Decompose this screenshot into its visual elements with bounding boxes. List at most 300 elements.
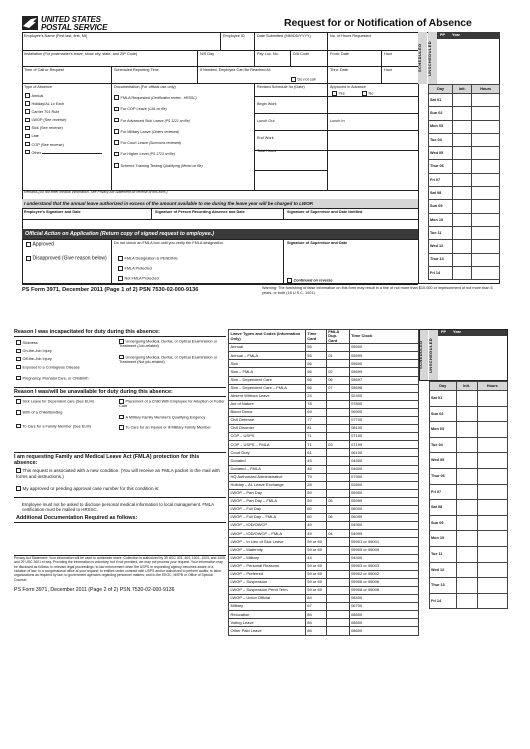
calendar-init-cell[interactable] bbox=[456, 422, 477, 438]
absence-sick[interactable]: Sick (See reverse) bbox=[25, 124, 102, 132]
do-not-call-label: Do not call bbox=[297, 77, 316, 82]
calendar-day-label: Tue 04 bbox=[429, 133, 453, 146]
leave-row bbox=[229, 514, 419, 522]
calendar-day-row bbox=[430, 578, 508, 594]
calendar-day-label: Wed 05 bbox=[430, 453, 457, 469]
calendar-day-row bbox=[429, 200, 500, 213]
calendar-day-label: Mon 10 bbox=[430, 531, 457, 547]
eagle-icon bbox=[22, 16, 38, 30]
fmla-card-cell: 06 bbox=[326, 376, 349, 384]
time-card-cell: 59 bbox=[305, 489, 326, 497]
leave-type-cell: LWOP – In Lieu of Sick Leave bbox=[229, 538, 306, 546]
calendar-init-cell[interactable] bbox=[453, 266, 472, 279]
calendar-day-label: Wed 12 bbox=[430, 562, 457, 578]
type-of-absence-list bbox=[25, 92, 102, 157]
doc-military-leave[interactable]: For Military Leave (Orders reviewed) bbox=[114, 127, 203, 138]
fmla-protected-option[interactable]: FMLA Protected bbox=[118, 266, 152, 271]
absence-holiday[interactable]: Holiday/AL Lv Exch bbox=[25, 100, 102, 108]
fmla-pending-option[interactable]: FMLA Designation is PENDING bbox=[118, 256, 178, 261]
calendar-day-label: Sat 01 bbox=[429, 94, 453, 107]
time-clock-cell: 06099 bbox=[349, 514, 418, 522]
fmla-card-cell: 06 bbox=[326, 514, 349, 522]
leave-header-fmla-card: FMLA Dup. Card bbox=[326, 330, 349, 344]
calendar-init-cell[interactable] bbox=[453, 200, 472, 213]
calendar-day-row bbox=[430, 531, 508, 547]
time-clock-cell: 07100 bbox=[349, 433, 418, 441]
leave-row bbox=[229, 489, 419, 497]
leave-type-cell: LWOP – Union Official bbox=[229, 595, 306, 603]
leave-type-cell: Military bbox=[229, 603, 306, 611]
privacy-act-statement: Privacy Act Statement: Your information will be used to administer leave. Collection is authorized by 39 USC 401, 404, 1001, 1003, and 1005; and 29 USC 2601 et seq. Providing the information is voluntary, but if not provided, we may not process your request. Your information may be disclosed as follows: in relevant legal proceedings; to law enforcement when the USPS or requesting agency becomes aware of a violation of law; to a congressional office at your request; to entities under contract with USPS and/or authorized to perform audits; to labor organizations as required by law; to government agencies regarding personnel matters; and to the EEOC, MSPB or Office of Special Counsel. bbox=[14, 556, 226, 582]
incapacitated-left-list bbox=[16, 339, 116, 381]
calendar-init-cell[interactable] bbox=[456, 546, 477, 562]
time-card-cell: 77 bbox=[305, 417, 326, 425]
calendar-hours-cell[interactable] bbox=[477, 468, 507, 484]
fmla-card-cell bbox=[326, 570, 349, 578]
do-not-call-option[interactable] bbox=[291, 77, 315, 82]
fmla-new-condition-option[interactable]: This request is associated with a new condition. (You will receive an FMLA packet in the mail with forms and instructions.) bbox=[16, 468, 220, 479]
agency-line2: POSTAL SERVICE bbox=[41, 23, 108, 32]
calendar-day-row bbox=[429, 147, 500, 160]
doc-fmla-requested[interactable]: FMLA Requested (Certification review - HRSSC) bbox=[114, 93, 203, 104]
calendar-day-row bbox=[430, 484, 508, 500]
leave-type-cell: Blood Donor bbox=[229, 408, 306, 416]
calendar-hours-cell[interactable] bbox=[472, 120, 500, 133]
fmla-card-cell: 03 bbox=[326, 441, 349, 449]
calendar-day-row bbox=[430, 468, 508, 484]
calendar-day-row bbox=[429, 253, 500, 266]
leave-type-cell: Relocation bbox=[229, 611, 306, 619]
calendar-day-label: Thur 13 bbox=[430, 578, 457, 594]
leave-type-cell: Civil Disorder bbox=[229, 425, 306, 433]
calendar-hours-cell[interactable] bbox=[477, 578, 507, 594]
leave-type-cell: LWOP – Military bbox=[229, 554, 306, 562]
reason-exam-job-related[interactable]: Undergoing Medical, Dental, or Optical Examination or Treatment (Job-related) bbox=[119, 339, 218, 349]
calendar-day-label: Thur 13 bbox=[429, 253, 453, 266]
employee-id-field[interactable]: Employee ID bbox=[223, 34, 245, 38]
leave-type-cell: COP – USPS – FMLA bbox=[229, 441, 306, 449]
fmla-not-protected-option[interactable]: Not FMLA Protected bbox=[118, 276, 159, 281]
calendar-init-cell[interactable] bbox=[453, 240, 472, 253]
calendar-day-row bbox=[430, 562, 508, 578]
leave-type-cell: Court Duty bbox=[229, 449, 306, 457]
reason-pregnancy[interactable]: Pregnancy, Prenatal Care, or Childbirth bbox=[16, 376, 116, 381]
fmla-card-cell bbox=[326, 457, 349, 465]
calendar-day-label: Tue 11 bbox=[430, 546, 457, 562]
fmla-heading: I am requesting Family and Medical Leave Act (FMLA) protection for this absence: bbox=[14, 454, 200, 467]
fmla-card-cell bbox=[326, 586, 349, 594]
calendar-hours-cell[interactable] bbox=[477, 531, 507, 547]
absence-annual[interactable]: Annual bbox=[25, 92, 102, 100]
leave-row bbox=[229, 417, 419, 425]
calendar-init-cell[interactable] bbox=[456, 515, 477, 531]
absence-late[interactable]: Late bbox=[25, 132, 102, 140]
leave-row bbox=[229, 344, 419, 352]
calendar-init-cell[interactable] bbox=[456, 453, 477, 469]
reason-sickness[interactable]: Sickness bbox=[16, 339, 116, 347]
fmla-check-note: Do not check an FMLA box until you verify the FMLA designation. bbox=[114, 241, 224, 245]
time-card-cell: 49 bbox=[305, 530, 326, 538]
type-of-absence-heading: Type of Absence bbox=[24, 85, 53, 89]
calendar-day-label: Sat 01 bbox=[430, 391, 457, 407]
calendar-table bbox=[428, 84, 500, 280]
calendar-page1 bbox=[428, 84, 500, 284]
doc-cop-leave[interactable]: For COP Leave (CA1 on file) bbox=[114, 104, 203, 115]
reason-exam-not-job-related[interactable]: Undergoing Medical, Dental, or Optical Examination or Treatment (Not job-related) bbox=[119, 355, 218, 365]
leave-type-cell: Sick – FMLA bbox=[229, 368, 306, 376]
calendar-init-cell[interactable] bbox=[456, 562, 477, 578]
calendar-hours-cell[interactable] bbox=[472, 173, 500, 186]
calendar-day-row bbox=[429, 133, 500, 146]
leave-type-cell: LWOP – Full Day bbox=[229, 506, 306, 514]
time-card-cell: 59 or 60 bbox=[305, 562, 326, 570]
leave-codes-body bbox=[229, 344, 419, 635]
page1-warning: Warning: The furnishing of false information on this form may result in a fine of not more than $10,000 or imprisonment of not more than 5 years, or both (18 U.S.C. 1001). bbox=[262, 286, 493, 295]
time-card-cell: 56 bbox=[305, 360, 326, 368]
absence-lwop[interactable]: LWOP (See reverse) bbox=[25, 116, 102, 124]
leave-type-cell: LWOP – Suspension bbox=[229, 578, 306, 586]
calendar-hours-cell[interactable] bbox=[472, 160, 500, 173]
leave-row bbox=[229, 595, 419, 603]
leave-type-cell: Donated bbox=[229, 457, 306, 465]
absence-other[interactable]: Other bbox=[25, 149, 102, 157]
calendar-day-label: Thur 06 bbox=[430, 468, 457, 484]
fmla-card-cell bbox=[326, 408, 349, 416]
calendar-hours-cell[interactable] bbox=[472, 187, 500, 200]
approved-in-advance-label: Approved in Advance bbox=[330, 85, 366, 89]
calendar-hours-cell[interactable] bbox=[477, 437, 507, 453]
leave-row bbox=[229, 392, 419, 400]
calendar-init-cell[interactable] bbox=[456, 531, 477, 547]
fmla-card-cell bbox=[326, 603, 349, 611]
calendar-init-cell[interactable] bbox=[456, 484, 477, 500]
time-clock-cell: 08500 bbox=[349, 611, 418, 619]
disapproved-checkbox[interactable] bbox=[26, 256, 31, 261]
fmla-card-cell bbox=[326, 522, 349, 530]
time-card-cell: 28 bbox=[305, 481, 326, 489]
time-clock-cell: 02800 bbox=[349, 481, 418, 489]
calendar-hours-cell[interactable] bbox=[472, 253, 500, 266]
leave-row bbox=[229, 481, 419, 489]
calendar-hours-cell[interactable] bbox=[477, 406, 507, 422]
reason-family-care[interactable]: To Care for a Family Member (See ELM) bbox=[16, 424, 116, 429]
revised-schedule-label: Revised Schedule for (Date) bbox=[257, 85, 305, 89]
employee-signature-field[interactable]: Employee's Signature and Date bbox=[24, 210, 81, 214]
approved-checkbox[interactable] bbox=[26, 242, 31, 247]
calendar-hours-cell[interactable] bbox=[477, 546, 507, 562]
leave-row bbox=[229, 578, 419, 586]
time-clock-cell: 05697 bbox=[349, 376, 418, 384]
leave-type-cell: Holiday – AL Leave Exchange bbox=[229, 481, 306, 489]
leave-header-time-card: Time Card bbox=[305, 330, 326, 344]
calendar-day-row bbox=[430, 515, 508, 531]
begin-work-field[interactable]: Begin Work bbox=[257, 102, 277, 106]
doc-advanced-sick[interactable]: For Advanced Sick Leave (PS 1221 on file) bbox=[114, 116, 203, 127]
calendar-hours-cell[interactable] bbox=[472, 226, 500, 239]
advance-no-checkbox[interactable] bbox=[362, 91, 367, 96]
calendar-init-cell[interactable] bbox=[453, 253, 472, 266]
from-date-field[interactable]: From: Date bbox=[330, 52, 349, 56]
disapproved-option[interactable]: Disapproved (Give reason below) bbox=[26, 256, 107, 262]
ns-day-field[interactable]: N/S Day bbox=[200, 52, 215, 56]
calendar-init-cell[interactable] bbox=[456, 406, 477, 422]
calendar-day-row bbox=[430, 453, 508, 469]
leave-row bbox=[229, 586, 419, 594]
time-card-cell: 71 bbox=[305, 441, 326, 449]
lwop-statement: I understand that the annual leave authorized in excess of the amount available to me during the leave year will be charged to LWOP. bbox=[22, 199, 418, 208]
advance-no-option[interactable]: No bbox=[362, 91, 373, 96]
total-hours-field[interactable]: Total Hours bbox=[257, 149, 277, 153]
time-clock-cell: 05902 or 06002 bbox=[349, 570, 418, 578]
fmla-card-cell bbox=[326, 449, 349, 457]
calendar-day-label: Fri 07 bbox=[429, 173, 453, 186]
fmla-card-cell bbox=[326, 417, 349, 425]
leave-row bbox=[229, 368, 419, 376]
leave-row bbox=[229, 433, 419, 441]
page1-form-id: PS Form 3971, December 2011 (Page 1 of 2) PSN 7530-02-000-9136 bbox=[22, 287, 199, 293]
installation-field[interactable]: Installation (For postmaster's leave, show city, state, and ZIP Code) bbox=[24, 52, 138, 56]
fmla-case-checkbox[interactable] bbox=[16, 486, 21, 491]
calendar-init-cell[interactable] bbox=[453, 213, 472, 226]
leave-row bbox=[229, 376, 419, 384]
calendar-init-cell[interactable] bbox=[456, 593, 477, 609]
incapacitated-heading: Reason I was incapacitated for duty during this absence: bbox=[14, 329, 160, 335]
time-clock-cell: 04400 bbox=[349, 554, 418, 562]
time-card-cell: 56 bbox=[305, 384, 326, 392]
unscheduled-label: UNSCHEDULED bbox=[427, 40, 432, 76]
incapacitated-right-list bbox=[119, 339, 225, 365]
calendar-day-row bbox=[430, 546, 508, 562]
reach-at-field[interactable]: If Needed, Employee Can Be Reached At: bbox=[200, 68, 271, 72]
reason-off-job-injury[interactable]: Off-the-Job Injury bbox=[16, 355, 116, 363]
leave-row bbox=[229, 449, 419, 457]
leave-type-cell: LWOP – Maternity bbox=[229, 546, 306, 554]
calendar-hours-cell[interactable] bbox=[472, 266, 500, 279]
calendar-hours-cell[interactable] bbox=[477, 562, 507, 578]
recorder-signature-field[interactable]: Signature of Person Recording Absence and Date bbox=[155, 210, 245, 214]
pp-label: PP bbox=[440, 33, 446, 37]
fmla-pending-checkbox[interactable] bbox=[118, 256, 123, 261]
time-clock-cell: 06000 bbox=[349, 506, 418, 514]
calendar-hours-cell[interactable] bbox=[477, 500, 507, 516]
calendar-hours-header: Hours bbox=[477, 382, 507, 391]
calendar-hours-cell[interactable] bbox=[472, 147, 500, 160]
calendar-top-frame-p2 bbox=[419, 329, 508, 381]
calendar-hours-cell[interactable] bbox=[472, 107, 500, 120]
supervisor-signature-field[interactable]: Signature of Supervisor and Date bbox=[287, 241, 348, 245]
leave-row bbox=[229, 530, 419, 538]
calendar-day-label: Thur 06 bbox=[429, 160, 453, 173]
hours-requested-field[interactable]: No. of Hours Requested bbox=[330, 34, 371, 38]
leave-row bbox=[229, 360, 419, 368]
unavailable-right-list bbox=[119, 399, 225, 430]
end-work-field[interactable]: End Work bbox=[257, 136, 274, 140]
unavailable-heading: Reason I was/will be unavailable for duty during this absence: bbox=[14, 389, 173, 395]
calendar-init-cell[interactable] bbox=[453, 133, 472, 146]
time-card-cell: 55 bbox=[305, 344, 326, 352]
time-card-cell: 60 bbox=[305, 514, 326, 522]
calendar-day-label: Sun 09 bbox=[430, 515, 457, 531]
calendar-hours-cell[interactable] bbox=[477, 593, 507, 609]
time-of-call-field[interactable]: Time of Call or Request bbox=[24, 68, 64, 72]
calendar-hours-cell[interactable] bbox=[477, 484, 507, 500]
leave-type-cell: Sick – Dependent Care – FMLA bbox=[229, 384, 306, 392]
calendar-init-cell[interactable] bbox=[456, 468, 477, 484]
advance-yes-checkbox[interactable] bbox=[332, 91, 337, 96]
leave-type-cell: LWOP – Part Day bbox=[229, 489, 306, 497]
calendar-day-row bbox=[429, 107, 500, 120]
advance-yes-option[interactable]: Yes bbox=[332, 91, 345, 96]
reason-military-care[interactable]: To Care for an Injured or Ill Military Family Member bbox=[119, 425, 225, 430]
reason-dependent-care[interactable]: Sick Leave for Dependent care (See ELM) bbox=[16, 399, 116, 404]
calendar-day-row bbox=[429, 226, 500, 239]
time-card-cell: 84 bbox=[305, 595, 326, 603]
calendar-init-cell[interactable] bbox=[456, 578, 477, 594]
thru-hour-field[interactable]: Hour bbox=[384, 68, 393, 72]
fmla-card-cell bbox=[326, 433, 349, 441]
do-not-call-checkbox[interactable] bbox=[291, 77, 296, 82]
employee-name-field[interactable]: Employee's Name (First last, first, MI) bbox=[24, 34, 88, 38]
fmla-card-cell: 01 bbox=[326, 352, 349, 360]
calendar-init-cell[interactable] bbox=[453, 94, 472, 107]
calendar-day-label: Tue 11 bbox=[429, 226, 453, 239]
calendar-init-cell[interactable] bbox=[453, 120, 472, 133]
leave-type-cell: LWOP – Part Day – FMLA bbox=[229, 497, 306, 505]
fmla-card-cell bbox=[326, 489, 349, 497]
calendar-day-label: Fri 14 bbox=[430, 593, 457, 609]
time-clock-cell: 04999 bbox=[349, 530, 418, 538]
calendar-init-cell[interactable] bbox=[453, 173, 472, 186]
fmla-card-cell bbox=[326, 562, 349, 570]
calendar-day-row bbox=[430, 406, 508, 422]
fmla-new-condition-checkbox[interactable] bbox=[16, 468, 21, 473]
leave-row bbox=[229, 538, 419, 546]
time-card-cell: 46 bbox=[305, 465, 326, 473]
documentation-heading: Documentation (For official use only) bbox=[114, 85, 176, 89]
leave-row bbox=[229, 384, 419, 392]
absence-cop[interactable]: COP (See reverse) bbox=[25, 141, 102, 149]
time-clock-cell: 08400 bbox=[349, 595, 418, 603]
scheduled-time-field[interactable]: Scheduled Reporting Time bbox=[114, 68, 159, 72]
calendar-day-label: Mon 03 bbox=[430, 422, 457, 438]
time-clock-cell: 07800 bbox=[349, 400, 418, 408]
pay-loc-field[interactable]: Pay Loc. No. bbox=[257, 52, 279, 56]
leave-type-cell: LWOP – Preferred bbox=[229, 570, 306, 578]
fmla-not-protected-checkbox[interactable] bbox=[118, 276, 123, 281]
doc-higher-level[interactable]: For Higher Level (PS 1723 on file) bbox=[114, 149, 203, 160]
calendar-init-cell[interactable] bbox=[453, 187, 472, 200]
lunch-in-field[interactable]: Lunch In bbox=[330, 119, 345, 123]
calendar-init-cell[interactable] bbox=[453, 226, 472, 239]
fmla-card-cell bbox=[326, 506, 349, 514]
calendar-hours-cell[interactable] bbox=[472, 133, 500, 146]
time-card-cell: 56 bbox=[305, 376, 326, 384]
pp-year-bar bbox=[437, 32, 500, 39]
leave-type-cell: Other Paid Leave bbox=[229, 627, 306, 635]
time-clock-cell: 05600 bbox=[349, 360, 418, 368]
reason-military-exigency[interactable]: A Military Family Member's Qualifying Exigency bbox=[119, 415, 225, 420]
calendar-init-cell[interactable] bbox=[456, 391, 477, 407]
reason-on-job-injury[interactable]: On-the-Job Injury bbox=[16, 347, 116, 355]
calendar-day-row bbox=[430, 422, 508, 438]
fmla-case-number-option[interactable]: My approved or pending approval case number for this condition is: bbox=[16, 486, 224, 491]
leave-type-cell: LWOP – IOD/OWCP – FMLA bbox=[229, 530, 306, 538]
calendar-day-row bbox=[430, 500, 508, 516]
fmla-card-cell: 04 bbox=[326, 530, 349, 538]
da-code-field[interactable]: D/A Code bbox=[293, 52, 310, 56]
time-card-cell: 86 bbox=[305, 627, 326, 635]
fmla-protected-checkbox[interactable] bbox=[118, 266, 123, 271]
date-submitted-field[interactable]: Date Submitted (MM/DD/YYYY) bbox=[257, 34, 311, 38]
calendar-hours-cell[interactable] bbox=[477, 422, 507, 438]
time-card-cell: 59 or 60 bbox=[305, 586, 326, 594]
calendar-hours-cell[interactable] bbox=[472, 200, 500, 213]
calendar-hours-cell[interactable] bbox=[472, 213, 500, 226]
calendar-day-label: Sun 09 bbox=[429, 200, 453, 213]
lunch-out-field[interactable]: Lunch Out bbox=[257, 119, 275, 123]
calendar-hours-cell[interactable] bbox=[477, 391, 507, 407]
leave-row bbox=[229, 506, 419, 514]
doc-scheme-training[interactable]: Scheme Training Testing Qualifying (Memo on file) bbox=[114, 161, 203, 172]
calendar-hours-cell[interactable] bbox=[477, 515, 507, 531]
calendar-init-cell[interactable] bbox=[453, 160, 472, 173]
calendar-init-cell[interactable] bbox=[456, 500, 477, 516]
absence-carrier-701[interactable]: Carrier 701 Rule bbox=[25, 108, 102, 116]
time-card-cell: 24 bbox=[305, 392, 326, 400]
calendar-day-label: Fri 07 bbox=[430, 484, 457, 500]
calendar-header-row bbox=[429, 85, 500, 94]
remarks-label: Remarks (Do not enter medical information. See Privacy Act Statement on reverse of this form.) bbox=[24, 190, 168, 194]
time-clock-cell: 05599 bbox=[349, 352, 418, 360]
calendar-init-cell[interactable] bbox=[456, 437, 477, 453]
leave-row bbox=[229, 554, 419, 562]
approved-option[interactable]: Approved bbox=[26, 242, 54, 248]
calendar-hours-cell[interactable] bbox=[477, 453, 507, 469]
leave-type-cell: LWOP – Suspension Pend Term bbox=[229, 586, 306, 594]
fmla-card-cell bbox=[326, 425, 349, 433]
calendar-init-cell[interactable] bbox=[453, 147, 472, 160]
documentation-list bbox=[114, 93, 203, 172]
calendar-day-row bbox=[429, 187, 500, 200]
time-card-cell: 78 bbox=[305, 400, 326, 408]
fmla-card-cell bbox=[326, 392, 349, 400]
from-hour-field[interactable]: Hour bbox=[384, 52, 393, 56]
calendar-init-cell[interactable] bbox=[453, 107, 472, 120]
calendar-hours-cell[interactable] bbox=[472, 240, 500, 253]
reason-birth-bonding[interactable]: Birth of a Child/Bonding bbox=[16, 410, 116, 415]
leave-type-cell: LWOP – IOD/OWCP bbox=[229, 522, 306, 530]
fmla-card-cell bbox=[326, 611, 349, 619]
leave-row bbox=[229, 408, 419, 416]
doc-court-leave[interactable]: For Court Leave (Summons reviewed) bbox=[114, 138, 203, 149]
calendar-hours-cell[interactable] bbox=[472, 94, 500, 107]
fmla-card-cell bbox=[326, 619, 349, 627]
fmla-card-cell bbox=[326, 546, 349, 554]
leave-row bbox=[229, 497, 419, 505]
reason-adoption[interactable]: Placement of a Child With Employee for Adoption or Foster Care bbox=[119, 399, 225, 409]
fmla-card-cell bbox=[326, 473, 349, 481]
thru-date-field[interactable]: Thru: Date bbox=[330, 68, 348, 72]
reason-contagious[interactable]: Exposed to a Contagious Disease bbox=[16, 365, 116, 370]
calendar-day-label: Sun 02 bbox=[429, 107, 453, 120]
calendar-header-row bbox=[430, 382, 508, 391]
leave-row bbox=[229, 400, 419, 408]
calendar-day-label: Tue 04 bbox=[430, 437, 457, 453]
leave-codes-table bbox=[228, 329, 419, 636]
supervisor-notified-signature-field[interactable]: Signature of Supervisor and Date Notified bbox=[287, 210, 363, 214]
calendar-page2 bbox=[429, 381, 508, 616]
time-clock-cell: 05500 bbox=[349, 344, 418, 352]
